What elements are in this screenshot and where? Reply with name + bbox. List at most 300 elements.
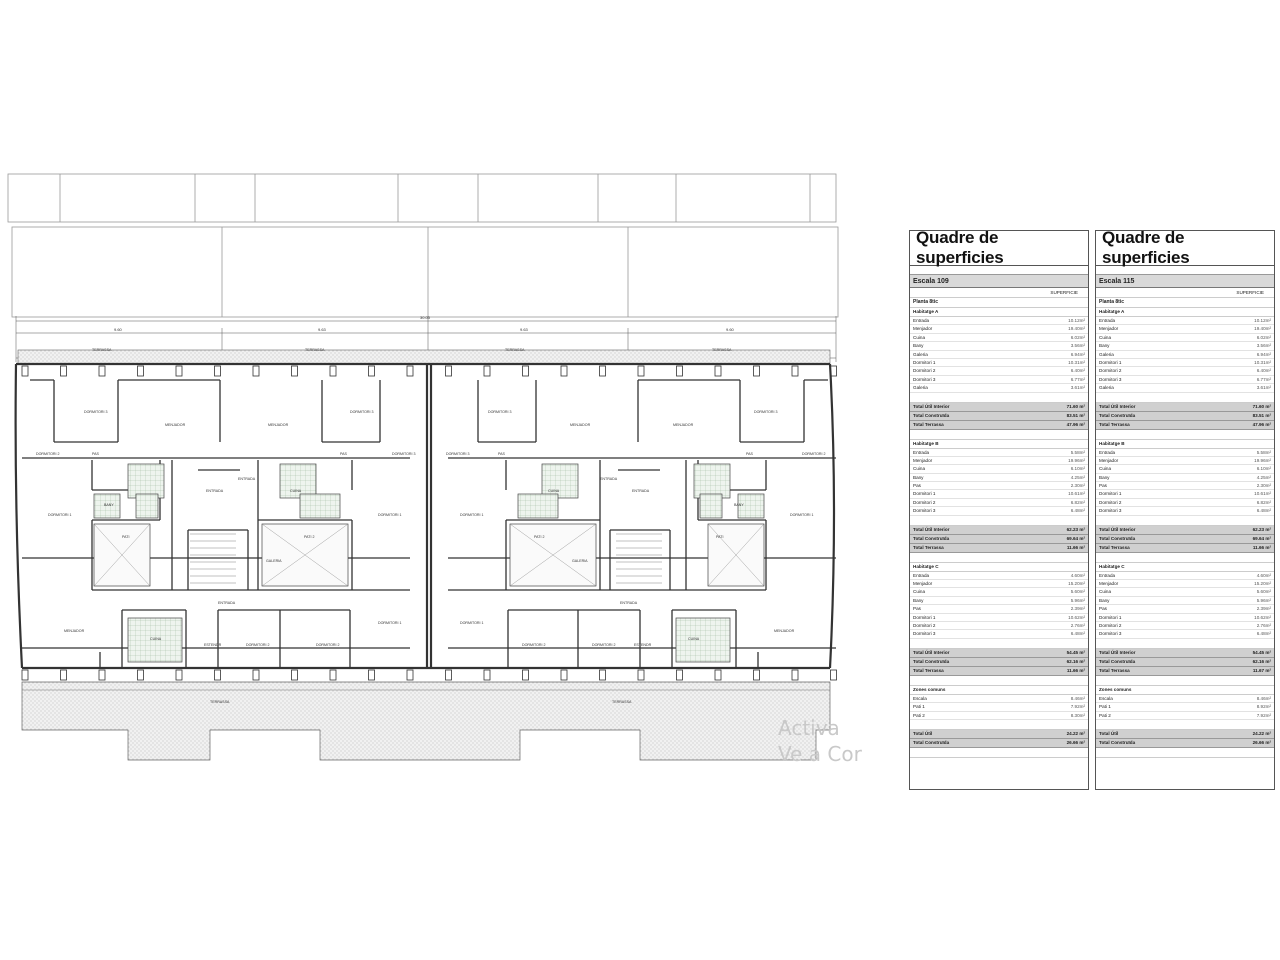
room-label: PATI <box>122 535 130 539</box>
room-area: 2.39m² <box>1070 606 1085 612</box>
section-title: Zones comuns <box>910 686 1088 695</box>
total-value: 62.23 m² <box>1066 526 1085 532</box>
table-row <box>1096 376 1274 384</box>
room-area: 7.92m² <box>1256 712 1271 718</box>
total-row <box>910 667 1088 676</box>
room-area: 3.61m² <box>1070 385 1085 391</box>
room-name: Dormitori 1 <box>913 491 936 497</box>
column-bottom <box>215 670 221 680</box>
total-row <box>1096 667 1274 676</box>
column-top <box>792 366 798 376</box>
room-area: 10.62m² <box>1068 614 1085 620</box>
total-row <box>1096 649 1274 658</box>
room-name: Bany <box>1099 343 1110 349</box>
total-row <box>910 526 1088 535</box>
room-label: CUINA <box>688 637 700 641</box>
table-body <box>1096 308 1274 758</box>
terrace-label: TERRASSA <box>505 348 525 352</box>
total-label: Total Terrassa <box>1099 421 1130 427</box>
table-row <box>1096 695 1274 703</box>
total-value: 26.66 m² <box>1066 739 1085 745</box>
table-row <box>1096 351 1274 359</box>
room-name: Menjador <box>1099 581 1119 587</box>
table-section <box>910 308 1088 440</box>
room-area: 4.25m² <box>1256 474 1271 480</box>
column-bottom <box>754 670 760 680</box>
column-top <box>138 366 144 376</box>
room-name: Dormitori 1 <box>913 614 936 620</box>
room-area: 5.58m² <box>1070 449 1085 455</box>
room-area: 10.31m² <box>1068 359 1085 365</box>
room-area: 6.82m² <box>1070 499 1085 505</box>
table-row <box>1096 605 1274 613</box>
room-label: BANY <box>734 503 744 507</box>
total-label: Total Útil Interior <box>913 526 950 532</box>
room-label: BANY <box>104 503 114 507</box>
total-value: 24.22 m² <box>1252 730 1271 736</box>
room-area: 15.20m² <box>1254 581 1271 587</box>
floor-plan-drawing <box>0 170 845 770</box>
room-label: DORMITORI 1 <box>460 513 484 517</box>
room-label: DORMITORI 2 <box>802 452 826 456</box>
room-label: MENJADOR <box>774 629 795 633</box>
room-area: 10.61m² <box>1254 491 1271 497</box>
total-row <box>1096 412 1274 421</box>
wet-room <box>700 494 722 518</box>
room-area: 4.60m² <box>1256 572 1271 578</box>
total-value: 69.64 m² <box>1252 535 1271 541</box>
room-area: 6.10m² <box>1070 466 1085 472</box>
column-bottom <box>561 670 567 680</box>
wet-room <box>518 494 558 518</box>
total-label: Total Terrassa <box>913 544 944 550</box>
table-section <box>1096 308 1274 440</box>
floor-label: Planta 8tic <box>910 298 1088 308</box>
total-label: Total Útil Interior <box>1099 526 1136 532</box>
total-row <box>910 739 1088 748</box>
table-row <box>910 614 1088 622</box>
floor-plan <box>0 170 845 770</box>
section-title: Habitatge A <box>910 308 1088 317</box>
room-label: PATI <box>716 535 724 539</box>
total-label: Total Construïda <box>1099 739 1136 745</box>
room-label: ENTRADA <box>632 489 650 493</box>
table-section <box>1096 563 1274 686</box>
room-area: 3.56m² <box>1256 343 1271 349</box>
total-row <box>1096 739 1274 748</box>
room-label: DORMITORI 2 <box>316 643 340 647</box>
column-top <box>715 366 721 376</box>
total-label: Total Construïda <box>1099 535 1136 541</box>
room-area: 2.39m² <box>1256 606 1271 612</box>
total-label: Total Útil Interior <box>1099 649 1136 655</box>
room-name: Dormitori 3 <box>1099 508 1122 514</box>
table-row <box>910 384 1088 392</box>
room-label: DORMITORI 1 <box>48 513 72 517</box>
terrace-label: TERRASSA <box>612 700 632 704</box>
room-area: 6.02m² <box>1256 334 1271 340</box>
table-row <box>910 580 1088 588</box>
total-value: 47.96 m² <box>1252 421 1271 427</box>
room-label: MENJADOR <box>165 423 186 427</box>
room-fills <box>94 464 764 662</box>
total-label: Total Terrassa <box>1099 544 1130 550</box>
table-row <box>910 317 1088 325</box>
room-label: CUINA <box>290 489 302 493</box>
room-name: Pas <box>913 606 921 612</box>
room-area: 2.30m² <box>1256 483 1271 489</box>
column-top <box>638 366 644 376</box>
room-area: 19.96m² <box>1068 457 1085 463</box>
room-label: MENJADOR <box>268 423 289 427</box>
room-label: DORMITORI 1 <box>378 621 402 625</box>
column-top <box>484 366 490 376</box>
room-name: Escala <box>913 695 927 701</box>
room-area: 8.92m² <box>1256 704 1271 710</box>
room-area: 5.60m² <box>1256 589 1271 595</box>
total-label: Total Útil Interior <box>913 649 950 655</box>
room-area: 15.20m² <box>1068 581 1085 587</box>
total-label: Total Construïda <box>1099 412 1136 418</box>
room-name: Dormitori 2 <box>1099 499 1122 505</box>
room-area: 5.96m² <box>1256 597 1271 603</box>
room-label: ENTRADA <box>238 477 256 481</box>
room-area: 6.77m² <box>1256 376 1271 382</box>
column-bottom <box>138 670 144 680</box>
table-row <box>1096 384 1274 392</box>
column-top <box>99 366 105 376</box>
table-row <box>1096 474 1274 482</box>
room-name: Entrada <box>913 572 930 578</box>
total-label: Total Útil <box>1099 730 1119 736</box>
total-row <box>1096 730 1274 739</box>
total-row <box>910 730 1088 739</box>
table-row <box>1096 334 1274 342</box>
room-label: PAS <box>746 452 753 456</box>
area-table-2 <box>1095 230 1275 790</box>
room-name: Pati 2 <box>913 712 925 718</box>
room-label: ENTRADA <box>600 477 618 481</box>
section-title: Zones comuns <box>1096 686 1274 695</box>
column-top <box>446 366 452 376</box>
room-name: Entrada <box>1099 449 1116 455</box>
column-bottom <box>446 670 452 680</box>
table-row <box>910 376 1088 384</box>
total-label: Total Construïda <box>913 658 950 664</box>
room-name: Dormitori 1 <box>1099 614 1122 620</box>
column-top <box>61 366 67 376</box>
wet-room <box>676 618 730 662</box>
room-name: Galeria <box>1099 385 1114 391</box>
table-row <box>910 499 1088 507</box>
room-name: Dormitori 1 <box>1099 359 1122 365</box>
total-row <box>910 649 1088 658</box>
room-area: 19.40m² <box>1068 326 1085 332</box>
total-row <box>1096 421 1274 430</box>
table-section <box>910 686 1088 758</box>
room-name: Menjador <box>913 326 933 332</box>
total-label: Total Terrassa <box>913 421 944 427</box>
column-top <box>600 366 606 376</box>
room-label: PATI 2 <box>534 535 545 539</box>
room-label: PAS <box>340 452 347 456</box>
room-label: MENJADOR <box>570 423 591 427</box>
table-row <box>910 622 1088 630</box>
room-label: PAS <box>498 452 505 456</box>
room-area: 10.62m² <box>1254 614 1271 620</box>
table-row <box>1096 572 1274 580</box>
room-label: DORMITORI 2 <box>36 452 60 456</box>
total-value: 24.22 m² <box>1066 730 1085 736</box>
wet-room <box>128 464 164 498</box>
total-label: Total Útil <box>913 730 933 736</box>
room-area: 6.48m² <box>1256 508 1271 514</box>
table-row <box>910 597 1088 605</box>
room-name: Pas <box>913 483 921 489</box>
room-label: ENTRADA <box>218 601 236 605</box>
column-top <box>292 366 298 376</box>
column-header: SUPERFICIE <box>1096 288 1274 298</box>
room-name: Dormitori 3 <box>1099 631 1122 637</box>
table-row <box>1096 703 1274 711</box>
room-name: Pati 2 <box>1099 712 1111 718</box>
total-row <box>910 421 1088 430</box>
table-row <box>910 334 1088 342</box>
terrace-label: TERRASSA <box>305 348 325 352</box>
room-label: DORMITORI 1 <box>460 621 484 625</box>
table-section <box>910 563 1088 686</box>
table-row <box>910 703 1088 711</box>
column-bottom <box>677 670 683 680</box>
room-name: Bany <box>913 474 924 480</box>
room-label: DORMITORI 3 <box>488 410 512 414</box>
column-bottom <box>638 670 644 680</box>
room-name: Dormitori 2 <box>1099 622 1122 628</box>
room-name: Dormitori 2 <box>913 368 936 374</box>
room-area: 6.10m² <box>1256 466 1271 472</box>
room-name: Pas <box>1099 483 1107 489</box>
total-value: 83.51 m² <box>1066 412 1085 418</box>
table-row <box>910 588 1088 596</box>
column-header: SUPERFICIE <box>910 288 1088 298</box>
total-label: Total Útil Interior <box>913 403 950 409</box>
room-name: Galeria <box>1099 351 1114 357</box>
table-row <box>910 712 1088 720</box>
table-row <box>1096 630 1274 638</box>
table-row <box>910 695 1088 703</box>
table-row <box>1096 325 1274 333</box>
room-area: 6.82m² <box>1256 499 1271 505</box>
room-name: Dormitori 3 <box>1099 376 1122 382</box>
table-row <box>910 342 1088 350</box>
room-label: DORMITORI 1 <box>378 513 402 517</box>
room-area: 2.76m² <box>1256 622 1271 628</box>
room-name: Cuina <box>1099 589 1112 595</box>
column-bottom <box>330 670 336 680</box>
room-area: 8.46m² <box>1070 695 1085 701</box>
room-label: DORMITORI 3 <box>84 410 108 414</box>
total-value: 47.96 m² <box>1066 421 1085 427</box>
table-row <box>1096 457 1274 465</box>
total-value: 11.67 m² <box>1252 667 1271 673</box>
room-area: 3.61m² <box>1256 385 1271 391</box>
room-name: Menjador <box>1099 326 1119 332</box>
total-row <box>1096 535 1274 544</box>
room-label: GALERIA <box>572 559 588 563</box>
room-area: 10.12m² <box>1254 318 1271 323</box>
column-bottom <box>176 670 182 680</box>
column-top <box>176 366 182 376</box>
room-name: Galeria <box>913 385 928 391</box>
table-title: Quadre de superficies <box>910 231 1088 266</box>
room-name: Dormitori 3 <box>913 376 936 382</box>
column-bottom <box>407 670 413 680</box>
column-top <box>253 366 259 376</box>
room-label: MENJADOR <box>64 629 85 633</box>
room-name: Dormitori 3 <box>913 631 936 637</box>
table-row <box>1096 465 1274 473</box>
column-bottom <box>99 670 105 680</box>
room-label: ENTRADA <box>206 489 224 493</box>
section-title: Habitatge B <box>910 440 1088 449</box>
table-row <box>1096 614 1274 622</box>
bay-dim: 9.63 <box>520 327 528 332</box>
total-value: 62.16 m² <box>1066 658 1085 664</box>
room-name: Cuina <box>1099 334 1112 340</box>
table-row <box>1096 482 1274 490</box>
room-area: 8.30m² <box>1070 712 1085 718</box>
neighbour-outline <box>8 174 838 317</box>
total-value: 11.66 m² <box>1066 544 1085 550</box>
column-top <box>22 366 28 376</box>
table-row <box>910 449 1088 457</box>
room-area: 10.12m² <box>1068 318 1085 323</box>
room-area: 6.40m² <box>1070 368 1085 374</box>
terrace-label: TERRASSA <box>210 700 230 704</box>
room-name: Bany <box>1099 474 1110 480</box>
column-bottom <box>792 670 798 680</box>
area-table-1 <box>909 230 1089 790</box>
bay-dim: 9.60 <box>114 327 122 332</box>
table-row <box>1096 712 1274 720</box>
total-value: 71.60 m² <box>1066 403 1085 409</box>
total-value: 26.66 m² <box>1252 739 1271 745</box>
room-label: ESTENDR <box>634 643 652 647</box>
room-area: 19.40m² <box>1254 326 1271 332</box>
table-row <box>1096 499 1274 507</box>
bay-dim: 9.60 <box>726 327 734 332</box>
table-row <box>1096 580 1274 588</box>
room-name: Pas <box>1099 606 1107 612</box>
room-name: Cuina <box>1099 466 1112 472</box>
table-row <box>910 465 1088 473</box>
column-top <box>215 366 221 376</box>
column-bottom <box>369 670 375 680</box>
total-label: Total Construïda <box>913 739 950 745</box>
room-area: 5.96m² <box>1070 597 1085 603</box>
table-row <box>910 630 1088 638</box>
total-label: Total Terrassa <box>913 667 944 673</box>
room-name: Dormitori 2 <box>913 622 936 628</box>
total-value: 71.60 m² <box>1252 403 1271 409</box>
total-value: 11.66 m² <box>1066 667 1085 673</box>
column-bottom <box>61 670 67 680</box>
section-title: Habitatge A <box>1096 308 1274 317</box>
room-name: Cuina <box>913 466 926 472</box>
column-bottom <box>292 670 298 680</box>
table-row <box>1096 359 1274 367</box>
room-name: Menjador <box>913 581 933 587</box>
column-top <box>330 366 336 376</box>
total-label: Total Construïda <box>913 535 950 541</box>
watermark-line2: Ve a Cor <box>778 742 862 766</box>
column-bottom <box>253 670 259 680</box>
room-label: CUINA <box>150 637 162 641</box>
room-name: Menjador <box>1099 457 1119 463</box>
table-row <box>1096 342 1274 350</box>
room-name: Bany <box>913 343 924 349</box>
room-label: GALERIA <box>266 559 282 563</box>
column-top <box>369 366 375 376</box>
room-name: Dormitori 1 <box>913 359 936 365</box>
room-name: Entrada <box>913 449 930 455</box>
total-row <box>910 403 1088 412</box>
room-area: 6.94m² <box>1070 351 1085 357</box>
table-row <box>910 325 1088 333</box>
table-row <box>910 490 1088 498</box>
section-title: Habitatge C <box>1096 563 1274 572</box>
terrace-bottom <box>22 682 830 760</box>
room-area: 6.02m² <box>1070 334 1085 340</box>
overall-dim: 30.03 <box>420 315 431 320</box>
column-bottom <box>600 670 606 680</box>
room-name: Menjador <box>913 457 933 463</box>
section-title: Habitatge B <box>1096 440 1274 449</box>
room-name: Dormitori 3 <box>913 508 936 514</box>
table-scale: Escala 109 <box>910 275 1088 288</box>
room-label: DORMITORI 3 <box>446 452 470 456</box>
room-area: 6.48m² <box>1070 631 1085 637</box>
table-row <box>910 572 1088 580</box>
room-name: Dormitori 2 <box>1099 368 1122 374</box>
room-area: 2.30m² <box>1070 483 1085 489</box>
table-row <box>910 482 1088 490</box>
table-section <box>1096 440 1274 563</box>
table-section <box>910 440 1088 563</box>
bay-dim: 9.63 <box>318 327 326 332</box>
column-top <box>407 366 413 376</box>
table-row <box>910 367 1088 375</box>
total-row <box>1096 403 1274 412</box>
room-name: Bany <box>1099 597 1110 603</box>
table-row <box>1096 449 1274 457</box>
room-area: 4.25m² <box>1070 474 1085 480</box>
column-bottom <box>484 670 490 680</box>
room-label: PAS <box>92 452 99 456</box>
column-top <box>677 366 683 376</box>
room-label: MENJADOR <box>673 423 694 427</box>
room-area: 7.92m² <box>1070 704 1085 710</box>
wet-room <box>136 494 158 518</box>
table-row <box>1096 588 1274 596</box>
room-name: Dormitori 1 <box>1099 491 1122 497</box>
room-name: Pati 1 <box>1099 704 1111 710</box>
room-name: Cuina <box>913 334 926 340</box>
table-row <box>910 605 1088 613</box>
table-row <box>910 457 1088 465</box>
room-area: 6.48m² <box>1256 631 1271 637</box>
table-row <box>910 507 1088 515</box>
